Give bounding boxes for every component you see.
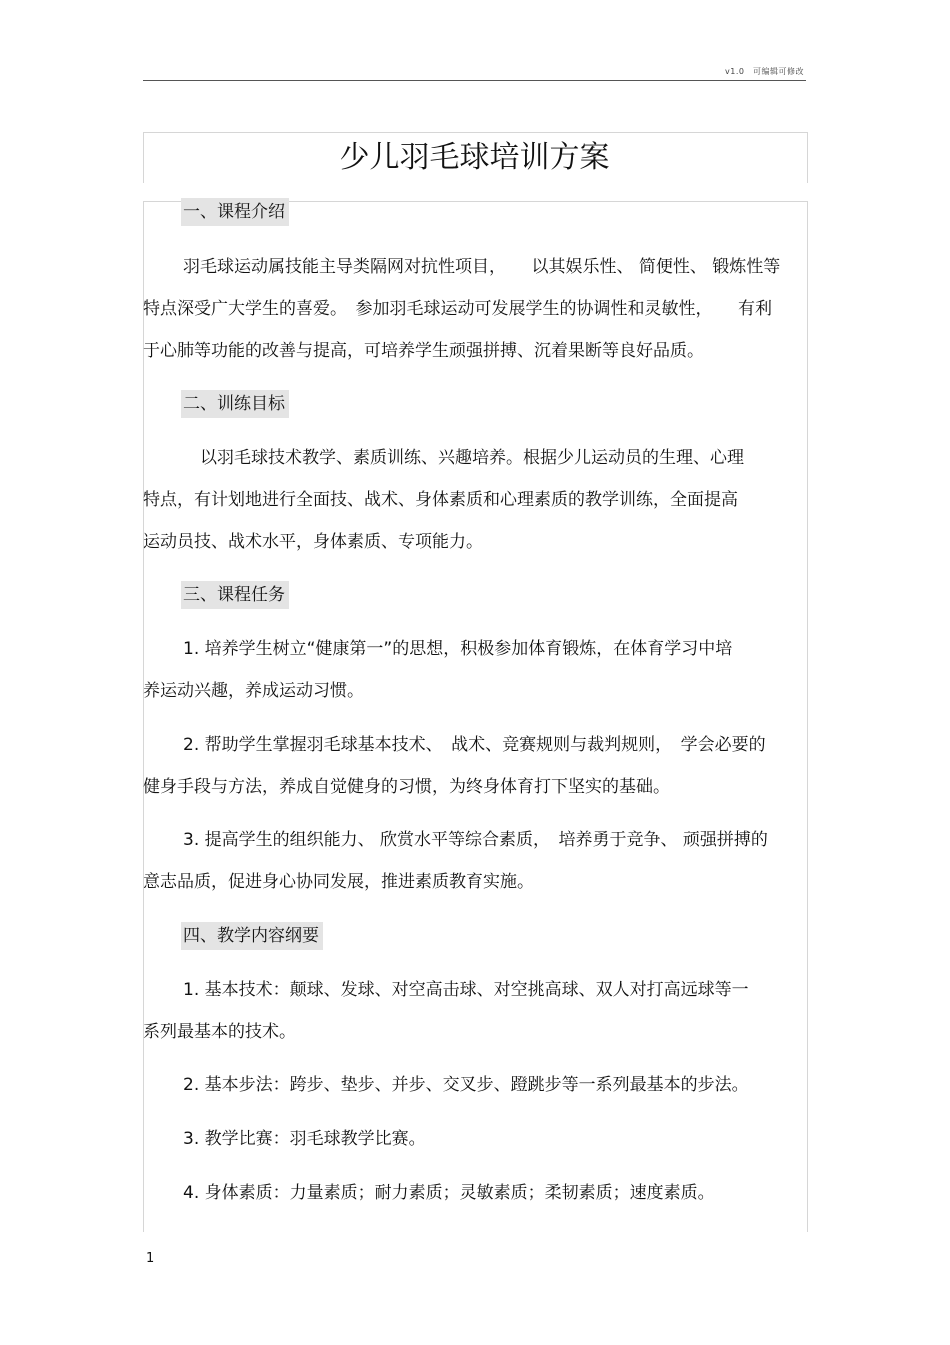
paragraph-line: 羽毛球运动属技能主导类隔网对抗性项目， 以其娱乐性、 简便性、 锻炼性等	[183, 257, 781, 277]
list-item-line: 系列最基本的技术。	[143, 1022, 296, 1042]
list-item-line: 4. 身体素质：力量素质；耐力素质；灵敏素质；柔韧素质；速度素质。	[183, 1183, 715, 1203]
header-version-note: v1.0 可编辑可修改	[725, 67, 804, 76]
list-item-line: 2. 基本步法：跨步、垫步、并步、交叉步、蹬跳步等一系列最基本的步法。	[183, 1075, 749, 1095]
section-heading-training-goals: 二、训练目标	[181, 390, 289, 418]
page-number: 1	[146, 1251, 155, 1266]
list-item-line: 意志品质，促进身心协同发展，推进素质教育实施。	[143, 872, 534, 892]
section-heading-teaching-outline: 四、教学内容纲要	[181, 922, 323, 950]
list-item-line: 健身手段与方法，养成自觉健身的习惯，为终身体育打下坚实的基础。	[143, 777, 670, 797]
list-item-line: 2. 帮助学生掌握羽毛球基本技术、 战术、竞赛规则与裁判规则， 学会必要的	[183, 735, 766, 755]
list-item-line: 1. 基本技术：颠球、发球、对空高击球、对空挑高球、双人对打高远球等一	[183, 980, 749, 1000]
paragraph-line: 以羽毛球技术教学、素质训练、兴趣培养。根据少儿运动员的生理、心理	[183, 448, 744, 468]
section-heading-course-tasks: 三、课程任务	[181, 581, 289, 609]
list-item-line: 1. 培养学生树立“健康第一”的思想，积极参加体育锻炼，在体育学习中培	[183, 639, 733, 659]
paragraph-line: 于心肺等功能的改善与提高，可培养学生顽强拼搏、沉着果断等良好品质。	[143, 341, 704, 361]
paragraph-line: 运动员技、战术水平，身体素质、专项能力。	[143, 532, 483, 552]
list-item-line: 养运动兴趣，养成运动习惯。	[143, 681, 364, 701]
paragraph-line: 特点深受广大学生的喜爱。 参加羽毛球运动可发展学生的协调性和灵敏性， 有利	[143, 299, 772, 319]
header-divider	[143, 80, 806, 81]
list-item-line: 3. 提高学生的组织能力、 欣赏水平等综合素质， 培养勇于竞争、 顽强拼搏的	[183, 830, 768, 850]
section-heading-course-intro: 一、课程介绍	[181, 198, 289, 226]
list-item-line: 3. 教学比赛：羽毛球教学比赛。	[183, 1129, 426, 1149]
document-title: 少儿羽毛球培训方案	[339, 140, 610, 175]
paragraph-line: 特点，有计划地进行全面技、战术、身体素质和心理素质的教学训练，全面提高	[143, 490, 738, 510]
